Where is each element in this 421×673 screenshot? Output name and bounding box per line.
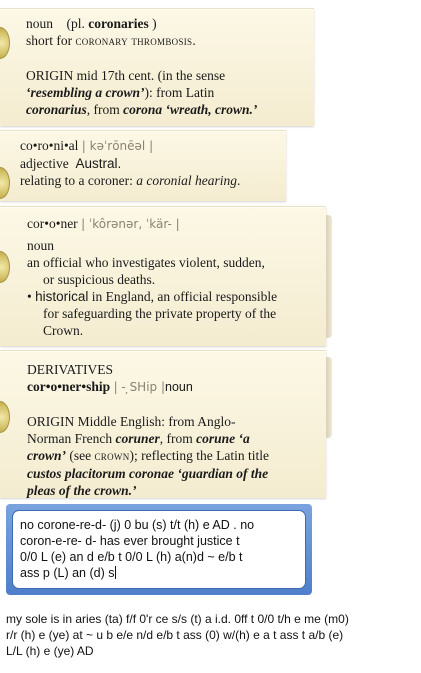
derivatives-label: DERIVATIVES — [27, 362, 114, 377]
pronunciation: | ˈkôrənər, ˈkär- | — [81, 217, 180, 231]
compose-text-field[interactable]: no corone-re-d- (j) 0 bu (s) t/t (h) e AD . no coron-e-re- d- has ever brought justice t 0/0 L (e) an d e/b t 0/0 L (h) a(n)d ~ e/b t ass p (L) an (d) s — [12, 510, 306, 589]
card-binding-ring-icon — [0, 401, 10, 433]
cross-reference-link[interactable]: coronary thrombosis — [75, 34, 193, 48]
cross-reference-link[interactable]: crown — [94, 449, 130, 463]
definition: an official who investigates violent, sudden, — [27, 255, 265, 270]
definition: relating to a coroner: — [20, 173, 133, 188]
card-binding-ring-icon — [0, 167, 10, 199]
origin-label: ORIGIN — [27, 414, 75, 429]
example: a coronial hearing — [136, 173, 237, 188]
compose-panel — [6, 504, 312, 595]
dictionary-card-coronial[interactable]: co•ro•ni•al | kəˈrōnēəl | adjective Austral. relating to a coroner: a coronial hearing. — [0, 130, 286, 201]
region-label: Austral. — [75, 156, 122, 171]
page-edge — [326, 357, 332, 438]
part-of-speech: adjective — [20, 156, 69, 171]
register-label: historical — [35, 289, 89, 304]
dictionary-card-coronary[interactable]: noun (pl. coronaries ) short for coronary thrombosis. ORIGIN mid 17th cent. (in the sense ‘resembling a crown’): from Latin coronarius, from corona ‘wreath, crown.’ — [0, 8, 314, 126]
card-binding-ring-icon — [0, 251, 10, 283]
page-edge — [326, 215, 332, 338]
dictionary-card-derivatives[interactable]: DERIVATIVES cor•o•ner•ship | - ̦SHip |noun ORIGIN Middle English: from Anglo- Norman French coruner, from corune ‘a crown’ (see crown); reflecting the Latin title custos placitorum coronae ‘guardian of the pleas of the crown.’ — [0, 350, 326, 498]
headword: cor•o•ner — [27, 216, 78, 231]
pronunciation: | kəˈrōnēəl | — [81, 139, 154, 153]
derivative-word: cor•o•ner•ship — [27, 379, 111, 394]
card-binding-ring-icon — [0, 27, 10, 59]
bullet: • — [27, 289, 32, 304]
dictionary-card-coroner[interactable]: cor•o•ner | ˈkôrənər, ˈkär- | noun an official who investigates violent, sudden, or suspicious deaths. • historical in England, an official responsible for safeguarding the private property of the Crown. — [0, 206, 326, 346]
note-text: my sole is in aries (ta) f/f 0'r ce s/s (t) a i.d. 0ff t 0/0 t/h e me (m0) r/r (h) e (ye) at ~ u b e/e n/d e/b t ass (0) w/(h) e a t ass t a/b (e) L/L (h) e (ye) AD — [6, 612, 349, 658]
plural-form: coronaries — [88, 16, 149, 31]
part-of-speech: noun — [26, 16, 53, 31]
text-caret — [115, 566, 116, 579]
part-of-speech: noun — [27, 238, 54, 253]
headword: co•ro•ni•al — [20, 138, 79, 153]
origin-label: ORIGIN — [26, 68, 74, 83]
